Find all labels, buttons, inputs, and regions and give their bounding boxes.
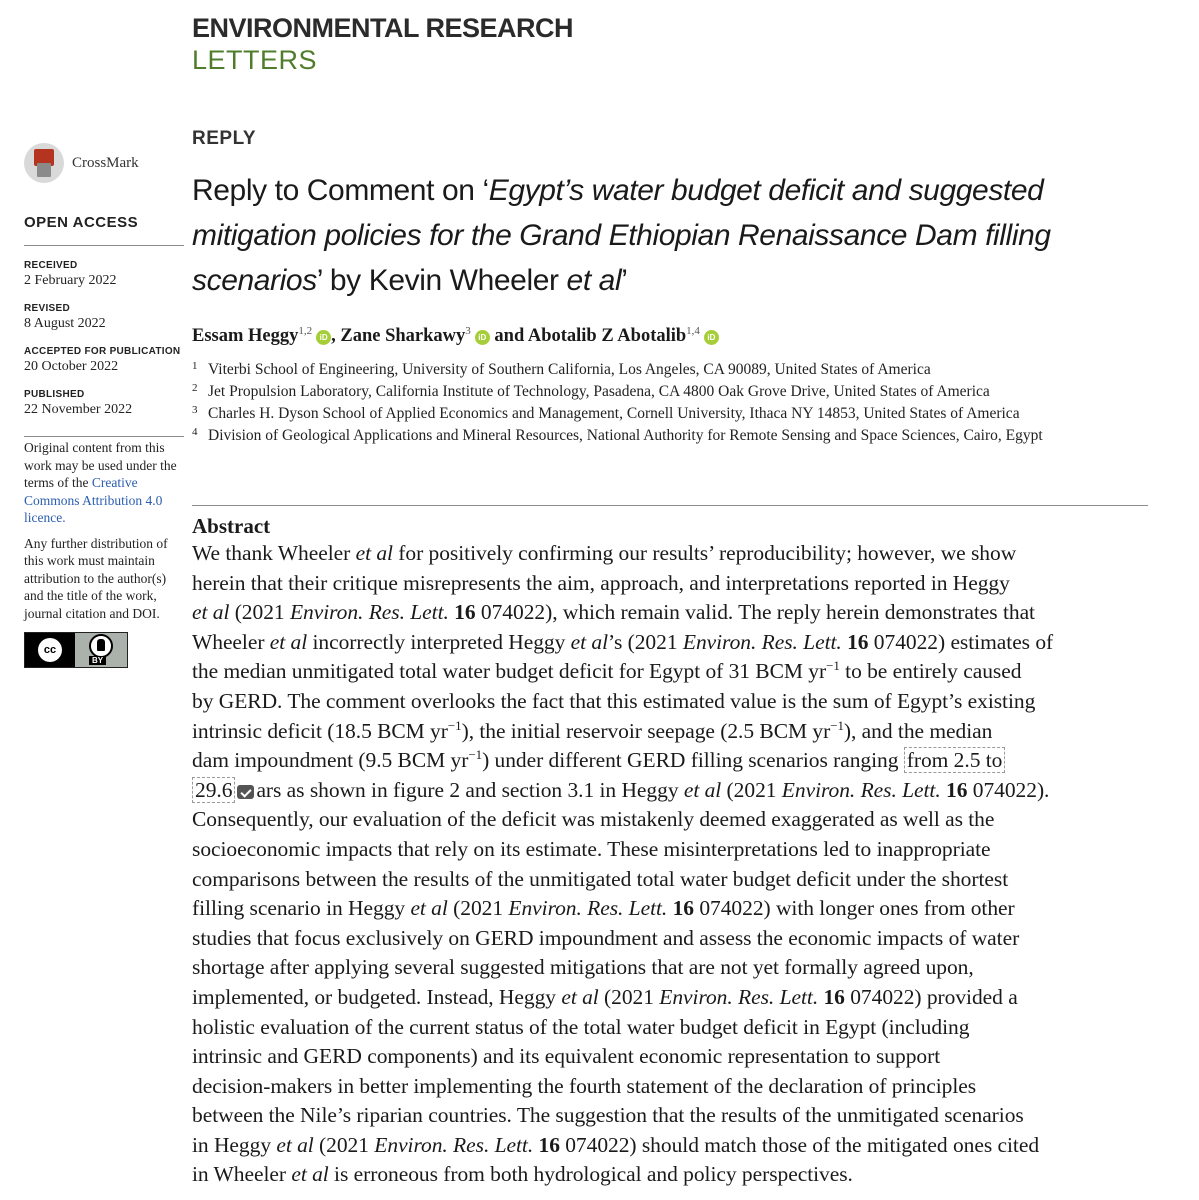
journal-logo <box>192 14 573 75</box>
article-header <box>192 128 1152 447</box>
licence-attribution: Any further distribution of this work must maintain attribution to the author(s) and the title of the work, journal citation and DOI. <box>24 535 168 621</box>
cc-icon: cc <box>38 638 62 662</box>
date-label: PUBLISHED <box>24 389 85 400</box>
abstract <box>192 513 1152 1190</box>
journal-name-line2: LETTERS <box>192 44 318 75</box>
date-received <box>24 260 184 289</box>
author-name[interactable]: Zane Sharkawy <box>340 326 466 347</box>
date-label: REVISED <box>24 303 71 314</box>
date-value: 2 February 2022 <box>24 273 117 288</box>
crossmark-label[interactable]: CrossMark <box>72 154 139 171</box>
date-value: 22 November 2022 <box>24 402 133 417</box>
date-label: RECEIVED <box>24 260 78 271</box>
orcid-icon[interactable]: iD <box>704 330 719 345</box>
article-title: Reply to Comment on ‘Egypt’s water budget deficit and suggested mitigation policies for the Grand Ethiopian Renaissance Dam filling scenarios’ by Kevin Wheeler et al’ <box>192 174 1051 297</box>
affiliation: 2 Jet Propulsion Laboratory, California Institute of Technology, Pasadena, CA 4800 Oak Grove Drive, United States of America <box>192 382 990 401</box>
date-published <box>24 389 184 418</box>
abstract-divider <box>192 505 1148 506</box>
crossmark-badge[interactable] <box>24 138 184 188</box>
journal-name-line1: ENVIRONMENTAL RESEARCH <box>192 13 574 43</box>
author-name[interactable]: Abotalib Z Abotalib <box>527 326 687 347</box>
author-list: Essam Heggy$^{1,2}$iD , Zane Sharkawy$^3$iD and Abotalib Z Abotalib$^{1,4}$iD <box>192 325 1152 347</box>
by-label: BY <box>89 656 106 665</box>
crossmark-icon[interactable] <box>24 143 64 183</box>
article-type: REPLY <box>192 128 257 149</box>
licence-text <box>24 439 184 527</box>
attribution-icon <box>89 634 113 658</box>
comment-icon[interactable] <box>237 785 254 799</box>
date-revised <box>24 303 184 332</box>
affiliation: 4 Division of Geological Applications and Mineral Resources, National Authority for Remote Sensing and Space Sciences, Cairo, Egypt <box>192 426 1043 445</box>
orcid-icon[interactable]: iD <box>316 330 331 345</box>
affiliation: 1 Viterbi School of Engineering, University of Southern California, Los Angeles, CA 90089, United States of America <box>192 360 931 379</box>
date-value: 8 August 2022 <box>24 316 106 331</box>
cc-by-badge[interactable] <box>24 632 128 668</box>
licence-link[interactable]: Creative Commons Attribution 4.0 licence. <box>24 475 163 525</box>
abstract-text: We thank Wheeler et al for positively confirming our results’ reproducibility; however, we show herein that their critique misrepresents the aim, approach, and interpretations reported in Heggy et al (2021 Environ. Res. Lett. 16 074022), which remain valid. The reply herein demonstrates that Wheeler et al incorrectly interpreted Heggy et al’s (2021 Environ. Res. Lett. 16 074022) estimates of the median unmitigated total water budget deficit for Egypt of 31 BCM $yr^{-1}$ to be entirely caused by GERD. The comment overlooks the fact that this estimated value is the sum of Egypt’s existing intrinsic deficit (18.5 BCM $yr^{-1}$), the initial reservoir seepage (2.5 BCM $yr^{-1}$), and the median dam impoundment (9.5 BCM $yr^{-1}$) under different GERD filling scenarios ranging from 2.5 to 29.6 ars as shown in figure 2 and section 3.1 in Heggy et al (2021 Environ. Res. Lett. 16 074022). Consequently, our evaluation of the deficit was mistakenly deemed exaggerated as well as the socioeconomic impacts that rely on its estimate. These misinterpretations led to inappropriate comparisons between the results of the unmitigated total water budget deficit under the shortest filling scenario in Heggy et al (2021 Environ. Res. Lett. 16 074022) with longer ones from other studies that focus exclusively on GERD impoundment and assess the economic impacts of water shortage after applying several suggested mitigations that are not yet formally agreed upon, implemented, or budgeted. Instead, Heggy et al (2021 Environ. Res. Lett. 16 074022) provided a holistic evaluation of the current status of the total water budget deficit in Egypt (including intrinsic and GERD components) and its equivalent economic representation to support decision-makers in better implementing the fourth statement of the declaration of principles between the Nile’s riparian countries. The suggestion that the results of the unmitigated scenarios in Heggy et al (2021 Environ. Res. Lett. 16 074022) should match those of the mitigated ones cited in Wheeler et al is erroneous from both hydrological and policy perspectives. <box>192 541 1054 1187</box>
author-name[interactable]: Essam Heggy <box>192 326 299 347</box>
sidebar <box>24 138 184 668</box>
text-selection[interactable]: from 2.5 to <box>904 747 1006 773</box>
abstract-heading: Abstract <box>192 514 271 538</box>
licence-intro: Original content from this work may be used under the terms of the <box>24 440 177 490</box>
text-selection[interactable]: 29.6 <box>192 777 235 803</box>
affiliation: 3 Charles H. Dyson School of Applied Economics and Management, Cornell University, Ithaca NY 14853, United States of America <box>192 404 1020 423</box>
open-access-label: OPEN ACCESS <box>24 214 139 231</box>
date-value: 20 October 2022 <box>24 359 119 374</box>
divider <box>24 436 184 437</box>
affiliations <box>192 359 1152 447</box>
date-label: ACCEPTED FOR PUBLICATION <box>24 346 181 357</box>
orcid-icon[interactable]: iD <box>475 330 490 345</box>
divider <box>24 245 184 246</box>
date-accepted <box>24 346 184 375</box>
